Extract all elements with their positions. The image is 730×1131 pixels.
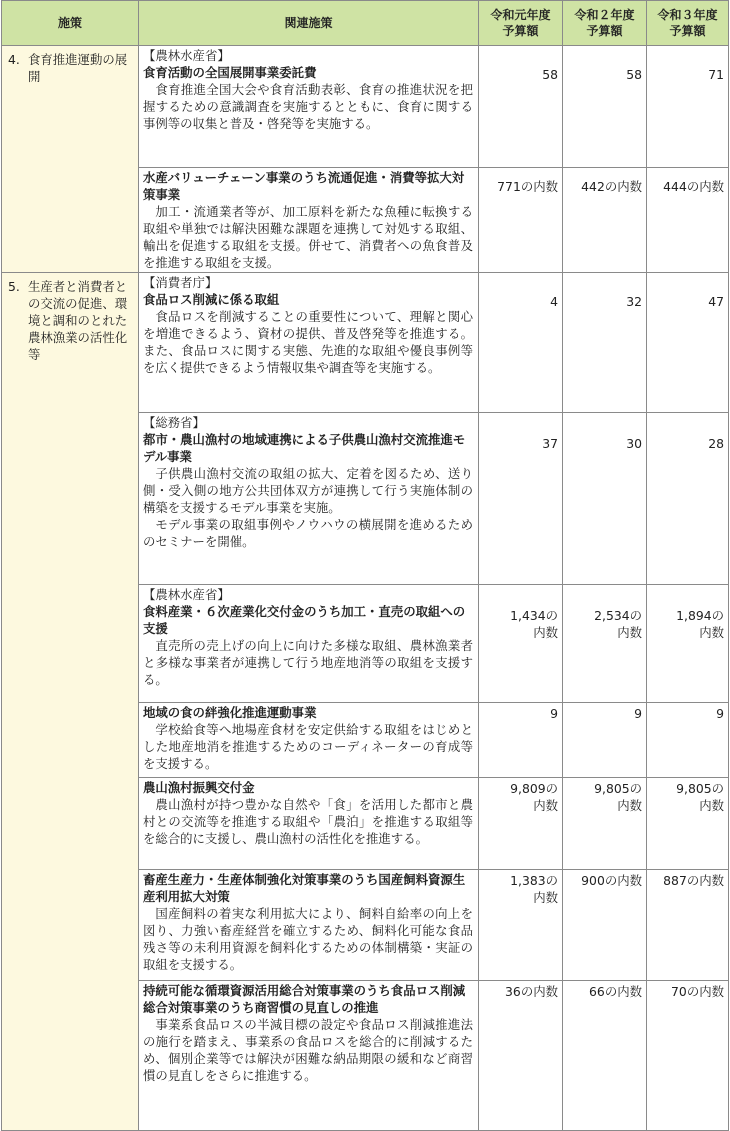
measure-description: 農山漁村が持つ豊かな自然や「食」を活用した都市と農村との交流等を推進する取組や「農泊」を推進する取組等を総合的に支援し、農山漁村の活性化を推進する。 (143, 797, 473, 846)
ministry-label: 【農林水産省】 (143, 48, 230, 63)
budget-r1: 1,383の 内数 (479, 870, 563, 981)
budget-r1: 36の内数 (479, 981, 563, 1131)
measure-description: モデル事業の取組事例やノウハウの横展開を進めるためのセミナーを開催。 (143, 517, 473, 549)
related-cell (139, 981, 479, 1131)
budget-r3: 887の内数 (647, 870, 729, 981)
measure-description: 加工・流通業者等が、加工原料を新たな魚種に転換する取組や単独では解決困難な課題を連携して対処する取組、輸出を促進する取組を支援。併せて、消費者への魚食普及を推進する取組を支援。 (143, 204, 473, 270)
related-cell (139, 413, 479, 585)
budget-r2: 66の内数 (563, 981, 647, 1131)
measure-title: 農山漁村振興交付金 (143, 780, 255, 795)
budget-r3: 47 (647, 273, 729, 413)
header-budget-r3: 令和３年度 予算額 (647, 1, 729, 46)
policy-name: 食育推進運動の展開 (28, 52, 128, 84)
budget-r1: 37 (479, 413, 563, 585)
related-cell (139, 46, 479, 168)
budget-r2: 32 (563, 273, 647, 413)
policy-name: 生産者と消費者との交流の促進、環境と調和のとれた農林漁業の活性化等 (28, 279, 128, 362)
header-budget-r2: 令和２年度 予算額 (563, 1, 647, 46)
table-row (2, 46, 729, 168)
related-cell (139, 703, 479, 778)
table-row (2, 273, 729, 413)
budget-r1: 4 (479, 273, 563, 413)
measure-title: 畜産生産力・生産体制強化対策事業のうち国産飼料資源生産利用拡大対策 (143, 872, 466, 904)
budget-r2: 58 (563, 46, 647, 168)
ministry-label: 【消費者庁】 (143, 275, 218, 290)
measure-title: 食料産業・６次産業化交付金のうち加工・直売の取組への支援 (143, 604, 466, 636)
budget-r3: 71 (647, 46, 729, 168)
header-policy: 施策 (2, 1, 139, 46)
budget-r1: 9,809の 内数 (479, 778, 563, 870)
measure-title: 食育活動の全国展開事業委託費 (143, 65, 317, 80)
policy-number: 4. (8, 52, 20, 67)
policy-cell (2, 46, 139, 273)
related-cell (139, 273, 479, 413)
header-related: 関連施策 (139, 1, 479, 46)
header-budget-r1: 令和元年度 予算額 (479, 1, 563, 46)
budget-r3: 9 (647, 703, 729, 778)
policy-cell (2, 273, 139, 1131)
related-cell (139, 870, 479, 981)
budget-r1: 1,434の 内数 (479, 585, 563, 703)
budget-r2: 900の内数 (563, 870, 647, 981)
policy-number: 5. (8, 279, 20, 294)
measure-title: 都市・農山漁村の地域連携による子供農山漁村交流推進モデル事業 (143, 432, 466, 464)
budget-r3: 9,805の 内数 (647, 778, 729, 870)
budget-r2: 442の内数 (563, 168, 647, 273)
measure-title: 持続可能な循環資源活用総合対策事業のうち食品ロス削減総合対策事業のうち商習慣の見直しの推進 (143, 983, 466, 1015)
measure-title: 水産バリューチェーン事業のうち流通促進・消費等拡大対策事業 (143, 170, 465, 202)
related-cell (139, 585, 479, 703)
measure-description: 子供農山漁村交流の取組の拡大、定着を図るため、送り側・受入側の地方公共団体双方が連携して行う実施体制の構築を支援するモデル事業を実施。 (143, 466, 473, 515)
measure-title: 食品ロス削減に係る取組 (143, 292, 280, 307)
budget-r1: 9 (479, 703, 563, 778)
header-row (2, 1, 729, 46)
measure-description: 食育推進全国大会や食育活動表彰、食育の推進状況を把握するための意識調査を実施するとともに、食育に関する事例等の収集と普及・啓発等を実施する。 (143, 82, 473, 131)
ministry-label: 【総務省】 (143, 415, 205, 430)
measure-description: 直売所の売上げの向上に向けた多様な取組、農林漁業者と多様な事業者が連携して行う地産地消等の取組を支援する。 (143, 638, 473, 687)
measure-description: 食品ロスを削減することの重要性について、理解と関心を増進できるよう、資材の提供、普及啓発等を推進する。また、食品ロスに関する実態、先進的な取組や優良事例等を広く提供できるよう情報収集や調査等を実施する。 (143, 309, 473, 375)
measure-description: 事業系食品ロスの半減目標の設定や食品ロス削減推進法の施行を踏まえ、事業系の食品ロスを総合的に削減するため、個別企業等では解決が困難な納品期限の緩和など商習慣の見直しをさらに推進する。 (143, 1017, 473, 1083)
budget-r2: 9 (563, 703, 647, 778)
budget-r3: 70の内数 (647, 981, 729, 1131)
budget-r3: 1,894の 内数 (647, 585, 729, 703)
measure-description: 国産飼料の着実な利用拡大により、飼料自給率の向上を図り、力強い畜産経営を確立するため、飼料化可能な食品残さ等の未利用資源を飼料化するための体制構築・実証の取組を支援する。 (143, 906, 473, 972)
budget-r1: 58 (479, 46, 563, 168)
ministry-label: 【農林水産省】 (143, 587, 230, 602)
budget-table (1, 0, 729, 1131)
measure-title: 地域の食の絆強化推進運動事業 (143, 705, 317, 720)
budget-r3: 444の内数 (647, 168, 729, 273)
budget-r3: 28 (647, 413, 729, 585)
budget-r2: 2,534の 内数 (563, 585, 647, 703)
budget-r2: 9,805の 内数 (563, 778, 647, 870)
budget-r2: 30 (563, 413, 647, 585)
related-cell (139, 168, 479, 273)
related-cell (139, 778, 479, 870)
measure-description: 学校給食等へ地場産食材を安定供給する取組をはじめとした地産地消を推進するためのコーディネーターの育成等を支援する。 (143, 722, 473, 771)
budget-r1: 771の内数 (479, 168, 563, 273)
